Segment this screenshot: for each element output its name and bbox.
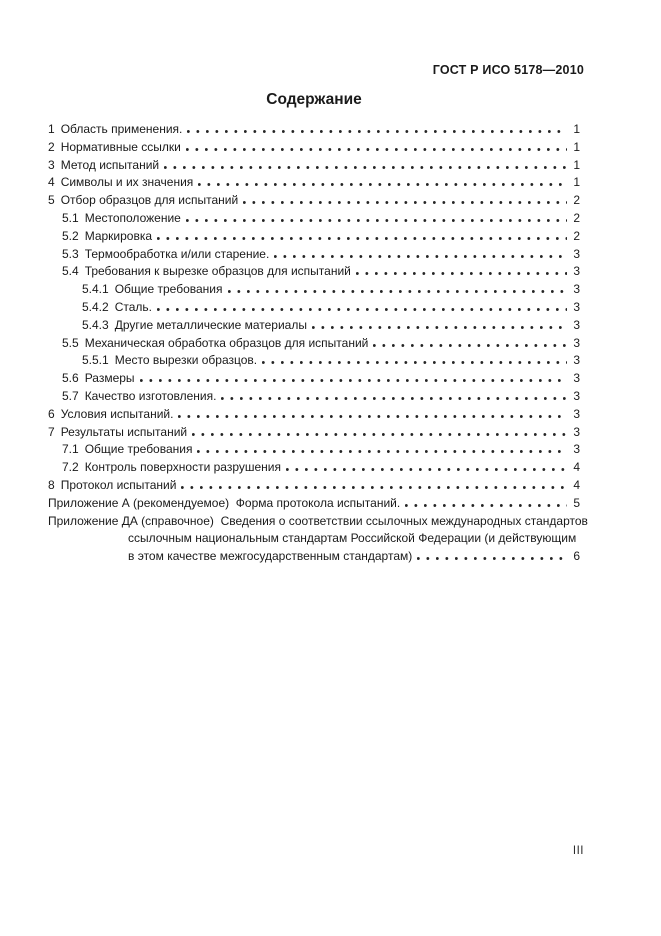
toc-entry-number: 5.2 bbox=[62, 228, 79, 243]
toc-entry bbox=[48, 228, 580, 246]
toc-entry-page: 2 bbox=[573, 228, 580, 243]
toc-entry bbox=[48, 121, 580, 139]
toc-entry-number: 5.4.2 bbox=[82, 299, 109, 314]
toc-entry bbox=[48, 192, 580, 210]
toc-entry-label: Размеры bbox=[84, 371, 135, 386]
toc-entry-page: 3 bbox=[573, 371, 580, 386]
dot-leader bbox=[405, 504, 567, 507]
toc-entry-label: Общие требования bbox=[114, 282, 223, 297]
toc-entry-label: Сталь. bbox=[114, 299, 152, 314]
page-title: Содержание bbox=[266, 91, 362, 108]
toc-entry-page: 3 bbox=[573, 388, 580, 403]
toc-entry-page: 3 bbox=[573, 282, 580, 297]
toc-entry-number: 2 bbox=[48, 139, 55, 154]
toc-entry bbox=[48, 513, 588, 531]
dot-leader bbox=[186, 219, 567, 222]
toc-entry-label: Механическая обработка образцов для испытаний bbox=[84, 335, 369, 350]
toc-entry bbox=[48, 157, 580, 175]
footer-page-number: III bbox=[572, 845, 584, 857]
toc-entry-page: 3 bbox=[573, 246, 580, 261]
toc-entry bbox=[48, 263, 580, 281]
toc-entry-number: 5.4 bbox=[62, 264, 79, 279]
toc-list bbox=[48, 121, 588, 566]
toc-entry-label: Местоположение bbox=[84, 210, 181, 225]
dot-leader bbox=[228, 290, 568, 293]
toc-entry-page: 3 bbox=[573, 353, 580, 368]
toc-entry bbox=[48, 174, 580, 192]
toc-entry-label: Нормативные ссылки bbox=[60, 139, 181, 154]
toc-entry-page: 3 bbox=[573, 299, 580, 314]
toc-entry-label: Условия испытаний. bbox=[60, 406, 174, 421]
toc-entry bbox=[48, 210, 580, 228]
toc-entry-number: 5 bbox=[48, 193, 55, 208]
toc-entry-label: ссылочным национальным стандартам Российской Федерации (и действующим bbox=[128, 531, 577, 546]
dot-leader bbox=[356, 272, 567, 275]
dot-leader bbox=[157, 308, 567, 311]
toc-entry-label: Качество изготовления. bbox=[84, 388, 217, 403]
toc-entry bbox=[48, 335, 580, 353]
dot-leader bbox=[198, 183, 567, 186]
dot-leader bbox=[243, 201, 567, 204]
dot-leader bbox=[274, 255, 567, 258]
toc-entry-label: в этом качестве межгосударственным стандартам) bbox=[128, 549, 413, 564]
toc-entry-number: 5.7 bbox=[62, 388, 79, 403]
dot-leader bbox=[187, 130, 567, 133]
toc-entry-page: 3 bbox=[573, 317, 580, 332]
toc-entry-number: 5.4.3 bbox=[82, 317, 109, 332]
toc-entry-label: Место вырезки образцов. bbox=[114, 353, 258, 368]
toc-entry-label: Контроль поверхности разрушения bbox=[84, 460, 281, 475]
dot-leader bbox=[186, 148, 567, 151]
toc-entry bbox=[48, 406, 580, 424]
toc-entry bbox=[48, 370, 580, 388]
toc-entry bbox=[48, 299, 580, 317]
toc-entry-label: Требования к вырезке образцов для испытаний bbox=[84, 264, 351, 279]
toc-entry-number: 5.5.1 bbox=[82, 353, 109, 368]
toc-entry bbox=[48, 459, 580, 477]
toc-entry-page: 6 bbox=[573, 549, 580, 564]
toc-entry-label: Маркировка bbox=[84, 228, 153, 243]
toc-entry-number: 7.2 bbox=[62, 460, 79, 475]
toc-entry-page: 2 bbox=[573, 210, 580, 225]
standard-code-header: ГОСТ Р ИСО 5178—2010 bbox=[432, 63, 584, 77]
toc-entry bbox=[48, 477, 580, 495]
toc-entry-number: 1 bbox=[48, 122, 55, 136]
toc-entry-number: 7.1 bbox=[62, 442, 79, 457]
toc-entry-number: 8 bbox=[48, 477, 55, 492]
toc-entry-label: Символы и их значения bbox=[60, 175, 194, 190]
toc-entry-page: 4 bbox=[573, 460, 580, 475]
dot-leader bbox=[262, 361, 567, 364]
toc-entry-number: 5.3 bbox=[62, 246, 79, 261]
dot-leader bbox=[221, 397, 567, 400]
toc-entry-number: 5.5 bbox=[62, 335, 79, 350]
dot-leader bbox=[178, 415, 567, 418]
toc-entry-page: 1 bbox=[573, 122, 580, 136]
dot-leader bbox=[197, 450, 567, 453]
toc-entry-page: 3 bbox=[573, 442, 580, 457]
toc-entry-page: 1 bbox=[573, 139, 580, 154]
dot-leader bbox=[373, 344, 567, 347]
toc-entry-label: Приложение А (рекомендуемое) Форма протокола испытаний. bbox=[48, 495, 401, 510]
dot-leader bbox=[312, 326, 567, 329]
dot-leader bbox=[140, 379, 567, 382]
toc-entry-page: 3 bbox=[573, 424, 580, 439]
toc-entry-label: Термообработка и/или старение. bbox=[84, 246, 270, 261]
toc-entry-page: 3 bbox=[573, 406, 580, 421]
toc-entry-page: 4 bbox=[573, 477, 580, 492]
toc-entry bbox=[48, 317, 580, 335]
toc-entry-number: 4 bbox=[48, 175, 55, 190]
toc-entry-page: 1 bbox=[573, 175, 580, 190]
toc-entry-number: 7 bbox=[48, 424, 55, 439]
toc-entry bbox=[48, 139, 580, 157]
toc-entry-number: 6 bbox=[48, 406, 55, 421]
toc-entry bbox=[48, 424, 580, 442]
toc-entry bbox=[48, 388, 580, 406]
toc-entry-label: Протокол испытаний bbox=[60, 477, 177, 492]
toc-entry-label: Другие металлические материалы bbox=[114, 317, 307, 332]
dot-leader bbox=[286, 468, 567, 471]
toc-entry-continuation bbox=[48, 548, 580, 566]
toc-entry-label: Область применения. bbox=[60, 122, 183, 136]
toc-entry-number: 5.1 bbox=[62, 210, 79, 225]
toc-entry-label: Результаты испытаний bbox=[60, 424, 188, 439]
toc-entry-page: 3 bbox=[573, 264, 580, 279]
dot-leader bbox=[157, 237, 567, 240]
toc-entry-continuation bbox=[48, 530, 580, 548]
toc-entry-label: Отбор образцов для испытаний bbox=[60, 193, 239, 208]
toc-entry-label: Общие требования bbox=[84, 442, 193, 457]
toc-entry-page: 5 bbox=[573, 495, 580, 510]
toc-entry bbox=[48, 441, 580, 459]
toc-entry-number: 5.6 bbox=[62, 371, 79, 386]
toc-entry bbox=[48, 352, 580, 370]
toc-entry-number: 3 bbox=[48, 157, 55, 172]
dot-leader bbox=[417, 557, 567, 560]
toc-entry-label: Приложение ДА (справочное) Сведения о соответствии ссылочных международных стандартов bbox=[48, 513, 588, 528]
toc-entry-page: 1 bbox=[573, 157, 580, 172]
toc-entry-page: 3 bbox=[573, 335, 580, 350]
toc-entry bbox=[48, 281, 580, 299]
toc-entry-label: Метод испытаний bbox=[60, 157, 160, 172]
dot-leader bbox=[164, 166, 567, 169]
toc-entry bbox=[48, 246, 580, 264]
dot-leader bbox=[181, 486, 567, 489]
toc-entry-page: 2 bbox=[573, 193, 580, 208]
toc-entry-number: 5.4.1 bbox=[82, 282, 109, 297]
dot-leader bbox=[192, 433, 567, 436]
toc-entry bbox=[48, 495, 580, 513]
